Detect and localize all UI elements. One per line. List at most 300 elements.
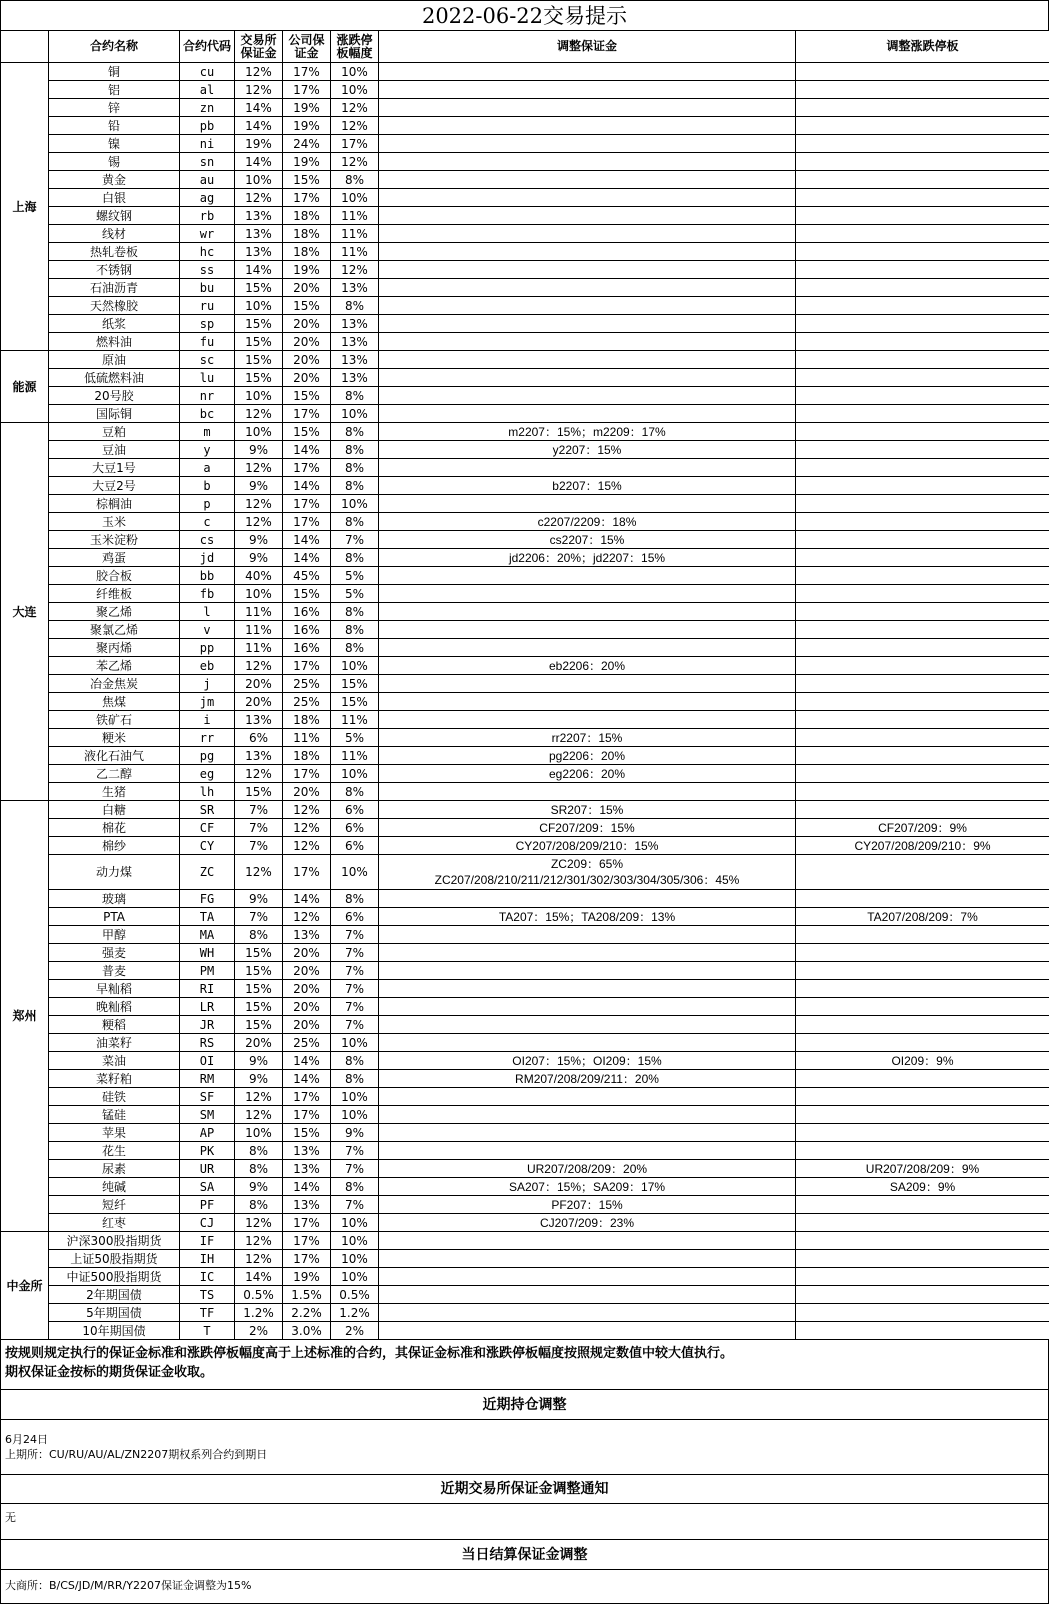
contract-code-cell: ru [180,297,235,315]
adjusted-limit-cell: TA207/208/209：7% [796,908,1049,926]
company-margin-cell: 20% [283,315,331,333]
company-margin-cell: 18% [283,711,331,729]
table-row [1,1322,1049,1340]
adjusted-margin-cell: jd2206：20%；jd2207：15% [379,549,796,567]
table-row [1,765,1049,783]
contract-name-cell: 沪深300股指期货 [49,1232,180,1250]
price-limit-cell: 8% [331,387,379,405]
adjusted-limit-cell [796,980,1049,998]
price-limit-cell: 12% [331,261,379,279]
company-margin-cell: 20% [283,980,331,998]
table-row [1,1016,1049,1034]
company-margin-cell: 45% [283,567,331,585]
contract-name-cell: 大豆2号 [49,477,180,495]
exchange-margin-cell: 19% [235,135,283,153]
price-limit-cell: 10% [331,1250,379,1268]
table-row [1,585,1049,603]
adjusted-limit-cell [796,1088,1049,1106]
contract-name-cell: 豆粕 [49,423,180,441]
exchange-margin-cell: 15% [235,783,283,801]
exchange-margin-cell: 11% [235,621,283,639]
contract-code-cell: cs [180,531,235,549]
exchange-margin-cell: 9% [235,890,283,908]
price-limit-cell: 12% [331,99,379,117]
adjusted-margin-cell: eg2206：20% [379,765,796,783]
price-limit-cell: 13% [331,279,379,297]
adjusted-limit-cell [796,63,1049,81]
exchange-margin-cell: 7% [235,908,283,926]
header-adjusted-margin: 调整保证金 [379,31,796,63]
contract-name-cell: 苯乙烯 [49,657,180,675]
price-limit-cell: 11% [331,225,379,243]
adjusted-margin-line: ZC207/208/210/211/212/301/302/303/304/305/306：45% [434,873,740,887]
adjusted-margin-cell [379,171,796,189]
exchange-margin-cell: 14% [235,117,283,135]
adjusted-margin-cell: TA207：15%；TA208/209：13% [379,908,796,926]
contract-code-cell: a [180,459,235,477]
company-margin-cell: 20% [283,351,331,369]
exchange-margin-cell: 7% [235,801,283,819]
contract-code-cell: bb [180,567,235,585]
company-margin-cell: 12% [283,819,331,837]
exchange-margin-cell: 15% [235,980,283,998]
contract-code-cell: PM [180,962,235,980]
adjusted-limit-cell [796,855,1049,890]
contract-name-cell: 黄金 [49,171,180,189]
exchange-margin-cell: 9% [235,1070,283,1088]
price-limit-cell: 8% [331,639,379,657]
adjusted-margin-cell [379,1304,796,1322]
price-limit-cell: 13% [331,351,379,369]
header-adjusted-limit: 调整涨跌停板 [796,31,1049,63]
exchange-margin-cell: 10% [235,585,283,603]
exchange-margin-cell: 12% [235,1250,283,1268]
position-adjust-date: 6月24日 [5,1433,48,1446]
exchange-margin-cell: 10% [235,1124,283,1142]
adjusted-margin-cell [379,1142,796,1160]
adjusted-limit-cell [796,531,1049,549]
exchange-margin-cell: 8% [235,1196,283,1214]
company-margin-cell: 2.2% [283,1304,331,1322]
company-margin-cell: 17% [283,1250,331,1268]
contract-name-cell: 镍 [49,135,180,153]
table-row [1,675,1049,693]
contract-name-cell: 苹果 [49,1124,180,1142]
adjusted-margin-cell: CF207/209：15% [379,819,796,837]
table-row [1,1106,1049,1124]
price-limit-cell: 7% [331,944,379,962]
table-row [1,621,1049,639]
exchange-margin-cell: 15% [235,1016,283,1034]
adjusted-limit-cell: CF207/209：9% [796,819,1049,837]
adjusted-margin-cell: PF207：15% [379,1196,796,1214]
contract-code-cell: c [180,513,235,531]
company-margin-cell: 16% [283,621,331,639]
adjusted-margin-cell [379,890,796,908]
adjusted-margin-cell [379,297,796,315]
table-row [1,998,1049,1016]
contract-name-cell: 2年期国债 [49,1286,180,1304]
adjusted-limit-cell [796,765,1049,783]
contract-code-cell: rb [180,207,235,225]
exchange-margin-cell: 14% [235,261,283,279]
exchange-margin-cell: 8% [235,926,283,944]
table-row [1,495,1049,513]
adjusted-margin-cell [379,81,796,99]
company-margin-cell: 17% [283,1106,331,1124]
contract-code-cell: pp [180,639,235,657]
adjusted-margin-cell [379,333,796,351]
price-limit-cell: 10% [331,189,379,207]
table-row [1,962,1049,980]
adjusted-limit-cell: OI209：9% [796,1052,1049,1070]
company-margin-cell: 11% [283,729,331,747]
table-row [1,603,1049,621]
table-row [1,261,1049,279]
company-margin-cell: 15% [283,297,331,315]
exchange-margin-cell: 0.5% [235,1286,283,1304]
adjusted-margin-cell [379,207,796,225]
adjusted-margin-cell: CJ207/209：23% [379,1214,796,1232]
adjusted-margin-cell: pg2206：20% [379,747,796,765]
exchange-margin-cell: 7% [235,837,283,855]
contract-code-cell: jd [180,549,235,567]
exchange-margin-cell: 12% [235,1232,283,1250]
table-row [1,171,1049,189]
table-row [1,1124,1049,1142]
adjusted-margin-cell [379,675,796,693]
contract-name-cell: 玻璃 [49,890,180,908]
adjusted-limit-cell [796,944,1049,962]
table-row [1,1286,1049,1304]
contract-code-cell: hc [180,243,235,261]
table-row [1,1214,1049,1232]
adjusted-limit-cell [796,189,1049,207]
contract-code-cell: fu [180,333,235,351]
company-margin-cell: 13% [283,1196,331,1214]
contract-name-cell: 20号胶 [49,387,180,405]
adjusted-margin-cell [379,1286,796,1304]
adjusted-margin-cell [379,1034,796,1052]
price-limit-cell: 10% [331,855,379,890]
table-row [1,297,1049,315]
region-label: 能源 [1,351,49,423]
adjusted-limit-cell [796,1268,1049,1286]
contract-name-cell: 中证500股指期货 [49,1268,180,1286]
table-row [1,783,1049,801]
adjusted-limit-cell [796,441,1049,459]
adjusted-limit-cell [796,1142,1049,1160]
table-row [1,819,1049,837]
price-limit-cell: 8% [331,549,379,567]
contract-code-cell: CF [180,819,235,837]
table-body [1,63,1049,1340]
adjusted-margin-cell [379,99,796,117]
table-row [1,567,1049,585]
price-limit-cell: 11% [331,207,379,225]
company-margin-cell: 17% [283,495,331,513]
adjusted-limit-cell [796,1106,1049,1124]
exchange-margin-cell: 12% [235,855,283,890]
company-margin-cell: 20% [283,333,331,351]
exchange-margin-cell: 13% [235,207,283,225]
contract-code-cell: ss [180,261,235,279]
table-row [1,153,1049,171]
adjusted-margin-cell [379,639,796,657]
adjusted-limit-cell [796,225,1049,243]
exchange-margin-cell: 12% [235,81,283,99]
table-row [1,639,1049,657]
price-limit-cell: 10% [331,1106,379,1124]
company-margin-cell: 20% [283,944,331,962]
company-margin-cell: 13% [283,1142,331,1160]
contract-name-cell: 焦煤 [49,693,180,711]
adjusted-limit-cell [796,926,1049,944]
contract-code-cell: SF [180,1088,235,1106]
table-row [1,387,1049,405]
price-limit-cell: 10% [331,765,379,783]
company-margin-cell: 14% [283,1052,331,1070]
adjusted-margin-cell [379,711,796,729]
contract-code-cell: bu [180,279,235,297]
exchange-margin-cell: 12% [235,189,283,207]
table-row [1,459,1049,477]
exchange-margin-cell: 8% [235,1142,283,1160]
company-margin-cell: 19% [283,153,331,171]
contract-name-cell: 晚籼稻 [49,998,180,1016]
header-region [1,31,49,63]
adjusted-limit-cell [796,1304,1049,1322]
contract-name-cell: 天然橡胶 [49,297,180,315]
price-limit-cell: 10% [331,1268,379,1286]
exchange-margin-cell: 20% [235,675,283,693]
table-row [1,657,1049,675]
exchange-notice-title: 近期交易所保证金调整通知 [0,1475,1049,1504]
adjusted-limit-cell [796,962,1049,980]
contract-name-cell: 锡 [49,153,180,171]
table-row [1,693,1049,711]
settlement-adjust-body: 大商所：B/CS/JD/M/RR/Y2207保证金调整为15% [0,1570,1049,1604]
company-margin-cell: 18% [283,747,331,765]
exchange-margin-cell: 10% [235,387,283,405]
contract-code-cell: l [180,603,235,621]
contract-name-cell: 低硫燃料油 [49,369,180,387]
price-limit-cell: 5% [331,567,379,585]
table-row [1,477,1049,495]
contract-code-cell: FG [180,890,235,908]
company-margin-cell: 20% [283,1016,331,1034]
price-limit-cell: 2% [331,1322,379,1340]
region-label: 大连 [1,423,49,801]
contract-name-cell: 动力煤 [49,855,180,890]
adjusted-margin-cell: SR207：15% [379,801,796,819]
region-label: 上海 [1,63,49,351]
adjusted-margin-cell: rr2207：15% [379,729,796,747]
contract-code-cell: eb [180,657,235,675]
contract-code-cell: ni [180,135,235,153]
company-margin-cell: 20% [283,998,331,1016]
price-limit-cell: 8% [331,477,379,495]
adjusted-limit-cell [796,153,1049,171]
rules-note-line: 按规则规定执行的保证金标准和涨跌停板幅度高于上述标准的合约，其保证金标准和涨跌停板幅度按照规定数值中较大值执行。 [5,1346,734,1361]
exchange-margin-cell: 12% [235,1106,283,1124]
contract-name-cell: 聚乙烯 [49,603,180,621]
contract-name-cell: 上证50股指期货 [49,1250,180,1268]
table-row [1,135,1049,153]
margin-table [0,30,1049,1340]
contract-name-cell: 红枣 [49,1214,180,1232]
exchange-margin-cell: 9% [235,531,283,549]
price-limit-cell: 10% [331,63,379,81]
company-margin-cell: 19% [283,1268,331,1286]
position-adjust-detail: 上期所：CU/RU/AU/AL/ZN2207期权系列合约到期日 [5,1448,268,1461]
table-row [1,513,1049,531]
contract-name-cell: 热轧卷板 [49,243,180,261]
contract-code-cell: RM [180,1070,235,1088]
adjusted-limit-cell [796,405,1049,423]
price-limit-cell: 10% [331,81,379,99]
adjusted-limit-cell [796,998,1049,1016]
contract-code-cell: LR [180,998,235,1016]
table-row [1,944,1049,962]
price-limit-cell: 6% [331,801,379,819]
contract-code-cell: IC [180,1268,235,1286]
price-limit-cell: 13% [331,333,379,351]
table-row [1,549,1049,567]
adjusted-margin-cell: y2207：15% [379,441,796,459]
price-limit-cell: 6% [331,908,379,926]
table-row [1,117,1049,135]
exchange-margin-cell: 20% [235,1034,283,1052]
contract-code-cell: IF [180,1232,235,1250]
contract-name-cell: 短纤 [49,1196,180,1214]
adjusted-margin-cell [379,962,796,980]
table-row [1,63,1049,81]
contract-code-cell: al [180,81,235,99]
table-row [1,1178,1049,1196]
adjusted-limit-cell [796,513,1049,531]
contract-name-cell: 早籼稻 [49,980,180,998]
contract-code-cell: v [180,621,235,639]
contract-code-cell: ZC [180,855,235,890]
contract-name-cell: 玉米 [49,513,180,531]
exchange-margin-cell: 10% [235,297,283,315]
adjusted-margin-cell [379,495,796,513]
contract-name-cell: 油菜籽 [49,1034,180,1052]
table-row [1,207,1049,225]
contract-code-cell: lu [180,369,235,387]
exchange-margin-cell: 9% [235,441,283,459]
contract-name-cell: 线材 [49,225,180,243]
contract-name-cell: 聚氯乙烯 [49,621,180,639]
contract-name-cell: 锌 [49,99,180,117]
adjusted-margin-cell [379,567,796,585]
contract-code-cell: zn [180,99,235,117]
table-row [1,855,1049,890]
adjusted-margin-cell [379,153,796,171]
adjusted-limit-cell [796,351,1049,369]
adjusted-margin-cell: CY207/208/209/210：15% [379,837,796,855]
adjusted-margin-cell [379,351,796,369]
table-row [1,1250,1049,1268]
table-row [1,1052,1049,1070]
contract-name-cell: 螺纹钢 [49,207,180,225]
header-price-limit: 涨跌停板幅度 [331,31,379,63]
contract-code-cell: MA [180,926,235,944]
price-limit-cell: 8% [331,513,379,531]
adjusted-limit-cell [796,477,1049,495]
company-margin-cell: 17% [283,459,331,477]
price-limit-cell: 7% [331,531,379,549]
adjusted-limit-cell [796,1322,1049,1340]
contract-code-cell: sc [180,351,235,369]
header-contract-name: 合约名称 [49,31,180,63]
contract-code-cell: CJ [180,1214,235,1232]
company-margin-cell: 20% [283,369,331,387]
company-margin-cell: 19% [283,261,331,279]
adjusted-limit-cell [796,801,1049,819]
contract-name-cell: 液化石油气 [49,747,180,765]
price-limit-cell: 13% [331,315,379,333]
contract-code-cell: JR [180,1016,235,1034]
adjusted-margin-cell: UR207/208/209：20% [379,1160,796,1178]
adjusted-margin-cell [379,855,796,890]
exchange-margin-cell: 12% [235,63,283,81]
exchange-margin-cell: 11% [235,603,283,621]
exchange-margin-cell: 2% [235,1322,283,1340]
price-limit-cell: 12% [331,117,379,135]
contract-name-cell: 石油沥青 [49,279,180,297]
contract-code-cell: p [180,495,235,513]
adjusted-margin-cell [379,117,796,135]
adjusted-margin-cell [379,243,796,261]
contract-code-cell: m [180,423,235,441]
exchange-margin-cell: 10% [235,171,283,189]
adjusted-limit-cell [796,549,1049,567]
company-margin-cell: 16% [283,603,331,621]
contract-code-cell: PF [180,1196,235,1214]
contract-code-cell: pg [180,747,235,765]
company-margin-cell: 13% [283,1160,331,1178]
adjusted-limit-cell [796,747,1049,765]
exchange-margin-cell: 12% [235,765,283,783]
position-adjust-body [0,1420,1049,1475]
adjusted-margin-cell [379,405,796,423]
contract-code-cell: au [180,171,235,189]
company-margin-cell: 17% [283,405,331,423]
contract-name-cell: 鸡蛋 [49,549,180,567]
adjusted-limit-cell [796,81,1049,99]
company-margin-cell: 17% [283,1214,331,1232]
price-limit-cell: 10% [331,1232,379,1250]
exchange-margin-cell: 12% [235,513,283,531]
adjusted-margin-cell [379,944,796,962]
contract-code-cell: jm [180,693,235,711]
adjusted-margin-cell [379,783,796,801]
contract-code-cell: RI [180,980,235,998]
price-limit-cell: 11% [331,747,379,765]
company-margin-cell: 14% [283,441,331,459]
company-margin-cell: 17% [283,1088,331,1106]
adjusted-limit-cell [796,1070,1049,1088]
adjusted-margin-cell [379,459,796,477]
table-row [1,423,1049,441]
price-limit-cell: 5% [331,729,379,747]
contract-name-cell: 豆油 [49,441,180,459]
table-row [1,837,1049,855]
rules-note-line: 期权保证金按标的期货保证金收取。 [5,1365,214,1380]
adjusted-limit-cell [796,1034,1049,1052]
